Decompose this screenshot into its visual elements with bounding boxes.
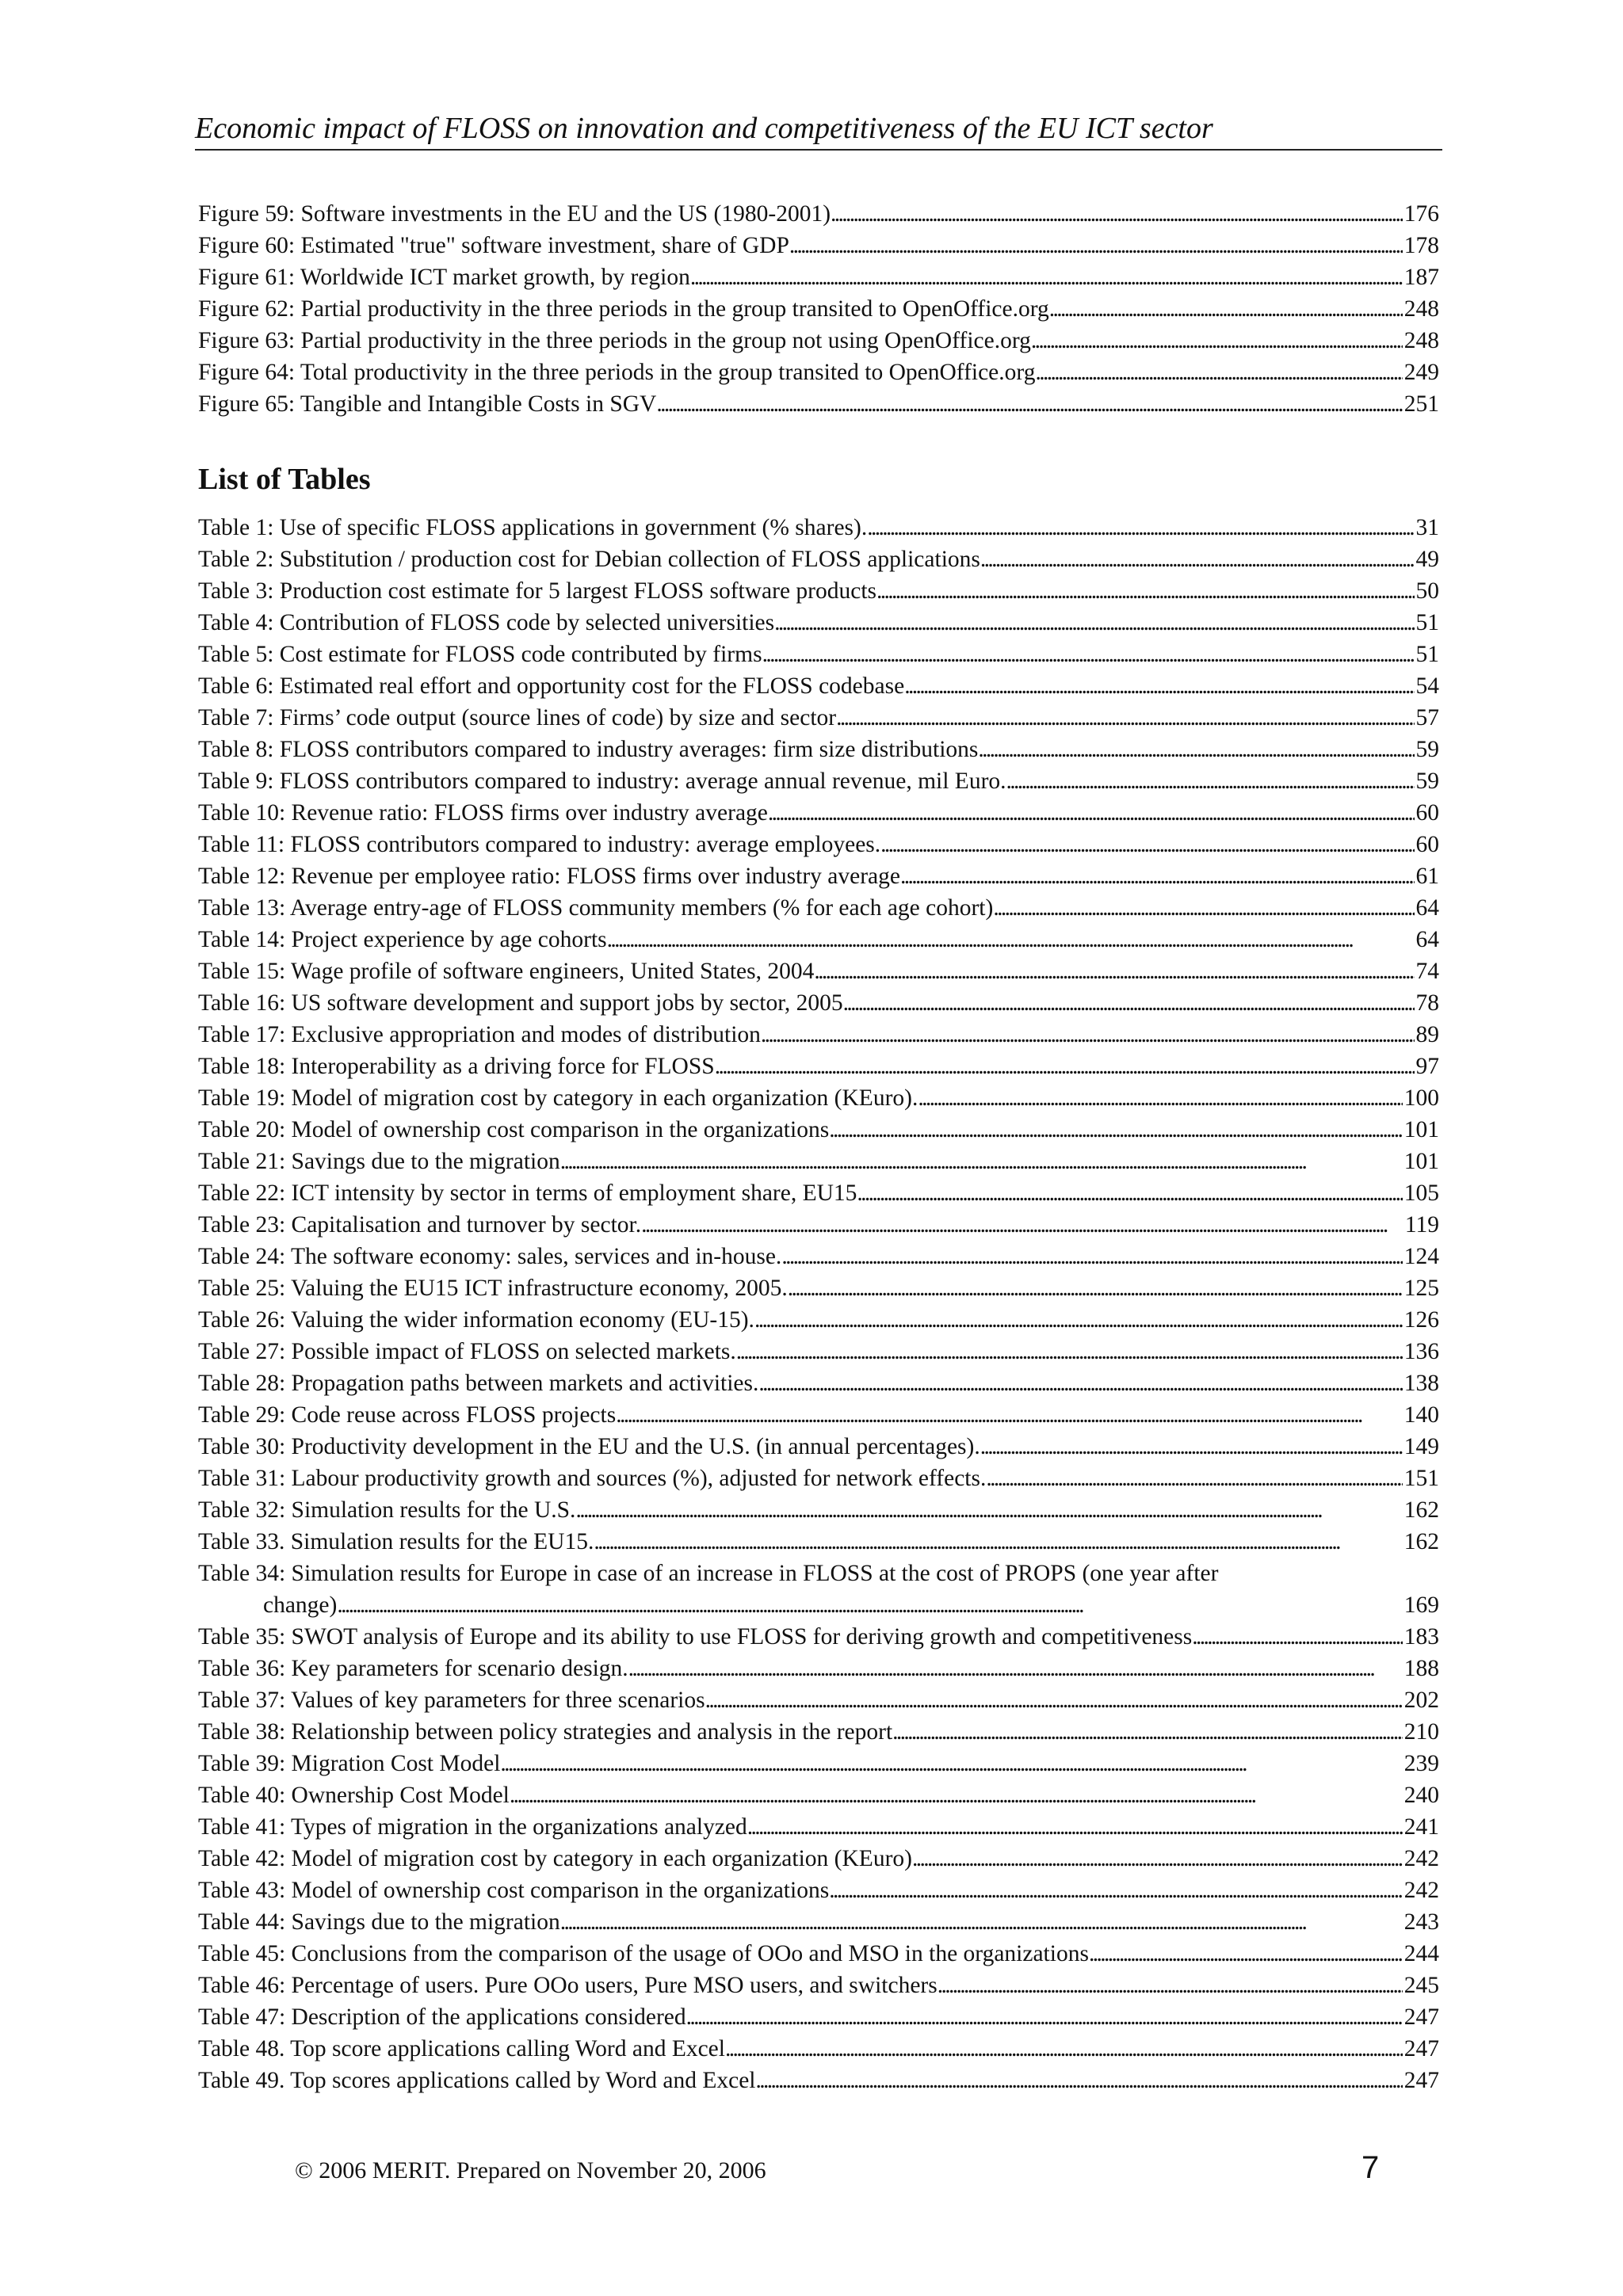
- list-of-tables: [198, 512, 1439, 2096]
- toc-caption: Table 8: FLOSS contributors compared to industry averages: firm size distributions: [198, 737, 979, 762]
- toc-caption: Table 16: US software development and support jobs by sector, 2005: [198, 990, 843, 1016]
- toc-caption: Figure 63: Partial productivity in the three periods in the group not using OpenOffice.org: [198, 328, 1031, 353]
- table-entry[interactable]: [198, 1653, 1439, 1684]
- toc-page-number: 241: [1403, 1814, 1439, 1840]
- toc-page-number: 240: [1403, 1783, 1439, 1808]
- toc-page-number: 89: [1415, 1022, 1439, 1047]
- toc-caption: Table 39: Migration Cost Model: [198, 1751, 501, 1776]
- toc-caption: Figure 62: Partial productivity in the three periods in the group transited to OpenOffice.org: [198, 296, 1049, 322]
- dot-leader: [843, 987, 1415, 1019]
- toc-page-number: 125: [1403, 1276, 1439, 1301]
- toc-caption: Table 7: Firms’ code output (source lines of code) by size and sector: [198, 705, 837, 730]
- toc-page-number: 202: [1403, 1688, 1439, 1713]
- table-entry[interactable]: [198, 1494, 1439, 1526]
- toc-page-number: 151: [1403, 1466, 1439, 1491]
- toc-page-number: 31: [1415, 515, 1439, 540]
- toc-caption: Table 44: Savings due to the migration: [198, 1909, 560, 1935]
- table-entry[interactable]: [198, 1431, 1439, 1463]
- dot-leader: [725, 2033, 1403, 2065]
- toc-caption: Table 36: Key parameters for scenario design.: [198, 1656, 628, 1681]
- toc-caption: Table 25: Valuing the EU15 ICT infrastructure economy, 2005.: [198, 1276, 788, 1301]
- table-entry[interactable]: [198, 1177, 1439, 1209]
- toc-caption: Table 27: Possible impact of FLOSS on selected markets.: [198, 1339, 736, 1364]
- dot-leader: [607, 924, 1415, 955]
- figure-entry[interactable]: [198, 325, 1439, 357]
- toc-caption: Table 45: Conclusions from the comparison of the usage of OOo and MSO in the organizations: [198, 1941, 1089, 1966]
- toc-page-number: 74: [1415, 959, 1439, 984]
- dot-leader: [1089, 1938, 1403, 1970]
- toc-caption: Figure 65: Tangible and Intangible Costs in SGV: [198, 391, 657, 417]
- toc-caption: Table 33. Simulation results for the EU15.: [198, 1529, 594, 1554]
- toc-caption: Table 6: Estimated real effort and opportunity cost for the FLOSS codebase: [198, 673, 905, 699]
- toc-page-number: 105: [1403, 1180, 1439, 1206]
- table-entry[interactable]: [198, 765, 1439, 797]
- toc-page-number: 187: [1403, 265, 1439, 290]
- toc-page-number: 248: [1403, 296, 1439, 322]
- toc-caption: Figure 60: Estimated "true" software investment, share of GDP: [198, 233, 789, 258]
- figure-entry[interactable]: [198, 261, 1439, 293]
- table-entry[interactable]: [198, 702, 1439, 734]
- dot-leader: [829, 1875, 1403, 1906]
- figure-entry[interactable]: [198, 388, 1439, 420]
- toc-caption: Table 40: Ownership Cost Model: [198, 1783, 510, 1808]
- figure-entry[interactable]: [198, 230, 1439, 261]
- toc-page-number: 100: [1403, 1085, 1439, 1111]
- table-entry[interactable]: [198, 543, 1439, 575]
- toc-caption: Table 10: Revenue ratio: FLOSS firms over industry average: [198, 800, 768, 826]
- dot-leader: [781, 1241, 1402, 1272]
- table-entry[interactable]: [198, 924, 1439, 955]
- dot-leader: [755, 2065, 1402, 2096]
- toc-caption: Table 29: Code reuse across FLOSS projects: [198, 1402, 617, 1428]
- dot-leader: [690, 261, 1403, 293]
- toc-page-number: 210: [1403, 1719, 1439, 1745]
- toc-page-number: 140: [1403, 1402, 1439, 1428]
- dot-leader: [900, 860, 1415, 892]
- dot-leader: [656, 388, 1402, 420]
- toc-caption: Table 35: SWOT analysis of Europe and its ability to use FLOSS for deriving growth and competitiveness: [198, 1624, 1193, 1650]
- toc-page-number: 60: [1415, 832, 1439, 857]
- table-entry[interactable]: [198, 1811, 1439, 1843]
- figure-entry[interactable]: [198, 198, 1439, 230]
- toc-page-number: 247: [1403, 2036, 1439, 2061]
- section-title-list-of-tables: List of Tables: [198, 463, 371, 496]
- toc-caption: Table 31: Labour productivity growth and sources (%), adjusted for network effects.: [198, 1466, 987, 1491]
- toc-caption: Table 1: Use of specific FLOSS applications in government (% shares).: [198, 515, 868, 540]
- dot-leader: [857, 1177, 1402, 1209]
- dot-leader: [628, 1653, 1403, 1684]
- toc-caption: Table 22: ICT intensity by sector in terms of employment share, EU15: [198, 1180, 857, 1206]
- table-entry[interactable]: [198, 892, 1439, 924]
- toc-page-number: 178: [1403, 233, 1439, 258]
- dot-leader: [510, 1779, 1403, 1811]
- table-entry[interactable]: [198, 575, 1439, 607]
- table-entry[interactable]: [198, 1019, 1439, 1051]
- toc-caption: Table 5: Cost estimate for FLOSS code contributed by firms: [198, 642, 762, 667]
- dot-leader: [560, 1146, 1403, 1177]
- dot-leader: [876, 575, 1414, 607]
- toc-caption: Table 37: Values of key parameters for three scenarios: [198, 1688, 705, 1713]
- toc-caption: Table 42: Model of migration cost by category in each organization (KEuro): [198, 1846, 912, 1871]
- dot-leader: [616, 1399, 1403, 1431]
- table-entry[interactable]: [198, 1716, 1439, 1748]
- dot-leader: [993, 892, 1414, 924]
- toc-caption: Table 49. Top scores applications called by Word and Excel: [198, 2068, 756, 2093]
- dot-leader: [814, 955, 1414, 987]
- toc-page-number: 247: [1403, 2004, 1439, 2030]
- toc-caption: Table 41: Types of migration in the organizations analyzed: [198, 1814, 747, 1840]
- table-entry[interactable]: [198, 1304, 1439, 1336]
- toc-page-number: 101: [1403, 1117, 1439, 1142]
- toc-page-number: 101: [1403, 1149, 1439, 1174]
- toc-caption: Table 15: Wage profile of software engineers, United States, 2004: [198, 959, 815, 984]
- dot-leader: [836, 702, 1414, 734]
- dot-leader: [705, 1684, 1403, 1716]
- toc-caption: Table 3: Production cost estimate for 5 largest FLOSS software products: [198, 578, 877, 604]
- dot-leader: [867, 512, 1414, 543]
- toc-caption: Table 2: Substitution / production cost for Debian collection of FLOSS applications: [198, 547, 980, 572]
- table-entry[interactable]: [198, 955, 1439, 987]
- table-entry[interactable]: [198, 1336, 1439, 1367]
- dot-leader: [560, 1906, 1403, 1938]
- toc-page-number: 51: [1415, 642, 1439, 667]
- toc-caption: Table 11: FLOSS contributors compared to industry: average employees.: [198, 832, 881, 857]
- table-entry[interactable]: [198, 1146, 1439, 1177]
- toc-caption: Figure 61: Worldwide ICT market growth, by region: [198, 265, 690, 290]
- toc-caption: Table 30: Productivity development in the EU and the U.S. (in annual percentages).: [198, 1434, 980, 1459]
- dot-leader: [986, 1463, 1402, 1494]
- dot-leader: [500, 1748, 1402, 1779]
- table-entry[interactable]: [198, 2033, 1439, 2065]
- dot-leader: [768, 797, 1415, 829]
- toc-caption-continuation: change): [263, 1592, 338, 1618]
- table-entry[interactable]: [198, 829, 1439, 860]
- table-entry[interactable]: [198, 734, 1439, 765]
- table-entry[interactable]: [198, 1748, 1439, 1779]
- toc-page-number: 59: [1415, 737, 1439, 762]
- table-entry[interactable]: [198, 1906, 1439, 1938]
- dot-leader: [762, 639, 1415, 670]
- toc-page-number: 188: [1403, 1656, 1439, 1681]
- toc-caption: Table 4: Contribution of FLOSS code by selected universities: [198, 610, 775, 635]
- toc-caption: Table 32: Simulation results for the U.S.: [198, 1497, 576, 1523]
- dot-leader: [912, 1843, 1403, 1875]
- table-entry[interactable]: [198, 987, 1439, 1019]
- table-entry[interactable]: [198, 1082, 1439, 1114]
- table-entry[interactable]: [198, 1558, 1439, 1621]
- toc-page-number: 57: [1415, 705, 1439, 730]
- table-entry[interactable]: [198, 1051, 1439, 1082]
- toc-caption: Table 14: Project experience by age cohorts: [198, 927, 607, 952]
- toc-caption: Table 12: Revenue per employee ratio: FLOSS firms over industry average: [198, 864, 900, 889]
- toc-caption: Figure 59: Software investments in the EU and the US (1980-2001): [198, 201, 831, 227]
- toc-page-number: 78: [1415, 990, 1439, 1016]
- dot-leader: [594, 1526, 1402, 1558]
- dot-leader: [747, 1811, 1403, 1843]
- dot-leader: [980, 1431, 1403, 1463]
- toc-caption: Table 17: Exclusive appropriation and modes of distribution: [198, 1022, 761, 1047]
- table-entry[interactable]: [198, 1938, 1439, 1970]
- dot-leader: [337, 1589, 1402, 1621]
- toc-page-number: 243: [1403, 1909, 1439, 1935]
- dot-leader: [1006, 765, 1415, 797]
- dot-leader: [1192, 1621, 1403, 1653]
- table-entry[interactable]: [198, 1399, 1439, 1431]
- toc-caption: Table 13: Average entry-age of FLOSS community members (% for each age cohort): [198, 895, 994, 921]
- dot-leader: [715, 1051, 1415, 1082]
- dot-leader: [761, 1019, 1415, 1051]
- dot-leader: [1049, 293, 1403, 325]
- toc-page-number: 124: [1403, 1244, 1439, 1269]
- table-entry[interactable]: [198, 2065, 1439, 2096]
- dot-leader: [1031, 325, 1403, 357]
- toc-caption: Table 19: Model of migration cost by category in each organization (KEuro).: [198, 1085, 918, 1111]
- table-entry[interactable]: [198, 1114, 1439, 1146]
- toc-page-number: 49: [1415, 547, 1439, 572]
- figure-entry[interactable]: [198, 357, 1439, 388]
- toc-caption: Table 34: Simulation results for Europe in case of an increase in FLOSS at the cost of PROPS (one year after: [198, 1561, 1219, 1586]
- dot-leader: [880, 829, 1414, 860]
- dot-leader: [918, 1082, 1402, 1114]
- list-of-figures: [198, 198, 1439, 420]
- toc-page-number: 149: [1403, 1434, 1439, 1459]
- toc-caption: Table 20: Model of ownership cost comparison in the organizations: [198, 1117, 830, 1142]
- dot-leader: [641, 1209, 1403, 1241]
- toc-caption: Table 9: FLOSS contributors compared to industry: average annual revenue, mil Euro.: [198, 769, 1006, 794]
- toc-page-number: 119: [1404, 1212, 1439, 1238]
- toc-page-number: 242: [1403, 1846, 1439, 1871]
- toc-page-number: 50: [1415, 578, 1439, 604]
- toc-page-number: 183: [1403, 1624, 1439, 1650]
- table-entry[interactable]: [198, 1526, 1439, 1558]
- toc-page-number: 138: [1403, 1371, 1439, 1396]
- toc-caption: Table 48. Top score applications calling Word and Excel: [198, 2036, 725, 2061]
- toc-page-number: 242: [1403, 1878, 1439, 1903]
- dot-leader: [1035, 357, 1402, 388]
- toc-caption: Table 21: Savings due to the migration: [198, 1149, 560, 1174]
- toc-caption: Table 47: Description of the applications considered: [198, 2004, 686, 2030]
- footer-page-number: 7: [1361, 2150, 1380, 2185]
- toc-page-number: 169: [1403, 1592, 1439, 1618]
- toc-page-number: 162: [1403, 1529, 1439, 1554]
- toc-page-number: 239: [1403, 1751, 1439, 1776]
- table-entry[interactable]: [198, 512, 1439, 543]
- table-entry[interactable]: [198, 1272, 1439, 1304]
- dot-leader: [774, 607, 1414, 639]
- toc-caption: Table 38: Relationship between policy strategies and analysis in the report: [198, 1719, 893, 1745]
- table-entry[interactable]: [198, 1241, 1439, 1272]
- toc-page-number: 61: [1415, 864, 1439, 889]
- toc-caption: Table 24: The software economy: sales, services and in-house.: [198, 1244, 782, 1269]
- table-entry[interactable]: [198, 639, 1439, 670]
- dot-leader: [978, 734, 1414, 765]
- dot-leader: [736, 1336, 1403, 1367]
- toc-page-number: 64: [1415, 895, 1439, 921]
- toc-page-number: 162: [1403, 1497, 1439, 1523]
- toc-caption: Figure 64: Total productivity in the three periods in the group transited to OpenOffice.org: [198, 360, 1036, 385]
- toc-page-number: 136: [1403, 1339, 1439, 1364]
- table-entry[interactable]: [198, 1209, 1439, 1241]
- toc-page-number: 59: [1415, 769, 1439, 794]
- table-entry[interactable]: [198, 860, 1439, 892]
- dot-leader: [831, 198, 1403, 230]
- toc-caption: Table 23: Capitalisation and turnover by sector.: [198, 1212, 642, 1238]
- dot-leader: [575, 1494, 1402, 1526]
- toc-page-number: 248: [1403, 328, 1439, 353]
- toc-page-number: 251: [1403, 391, 1439, 417]
- table-entry[interactable]: [198, 797, 1439, 829]
- toc-page-number: 51: [1415, 610, 1439, 635]
- toc-page-number: 249: [1403, 360, 1439, 385]
- toc-caption: Table 26: Valuing the wider information economy (EU-15).: [198, 1307, 754, 1333]
- table-entry[interactable]: [198, 1621, 1439, 1653]
- table-entry[interactable]: [198, 1875, 1439, 1906]
- toc-caption: Table 46: Percentage of users. Pure OOo users, Pure MSO users, and switchers: [198, 1973, 938, 1998]
- dot-leader: [789, 230, 1403, 261]
- dot-leader: [938, 1970, 1403, 2001]
- footer-copyright: © 2006 MERIT. Prepared on November 20, 2006: [295, 2157, 766, 2183]
- toc-caption: Table 28: Propagation paths between markets and activities.: [198, 1371, 759, 1396]
- dot-leader: [788, 1272, 1403, 1304]
- toc-page-number: 244: [1403, 1941, 1439, 1966]
- toc-caption: Table 43: Model of ownership cost comparison in the organizations: [198, 1878, 830, 1903]
- dot-leader: [904, 670, 1414, 702]
- table-entry[interactable]: [198, 1463, 1439, 1494]
- figure-entry[interactable]: [198, 293, 1439, 325]
- table-entry[interactable]: [198, 1970, 1439, 2001]
- running-header: Economic impact of FLOSS on innovation and competitiveness of the EU ICT sector: [195, 112, 1213, 145]
- table-entry[interactable]: [198, 607, 1439, 639]
- dot-leader: [892, 1716, 1403, 1748]
- toc-page-number: 64: [1415, 927, 1439, 952]
- toc-page-number: 245: [1403, 1973, 1439, 1998]
- table-entry[interactable]: [198, 670, 1439, 702]
- toc-page-number: 60: [1415, 800, 1439, 826]
- table-entry[interactable]: [198, 1843, 1439, 1875]
- table-entry[interactable]: [198, 1684, 1439, 1716]
- dot-leader: [686, 2001, 1403, 2033]
- dot-leader: [980, 543, 1415, 575]
- toc-page-number: 126: [1403, 1307, 1439, 1333]
- table-entry[interactable]: [198, 1779, 1439, 1811]
- toc-page-number: 247: [1403, 2068, 1439, 2093]
- dot-leader: [829, 1114, 1403, 1146]
- toc-page-number: 176: [1403, 201, 1439, 227]
- table-entry[interactable]: [198, 2001, 1439, 2033]
- dot-leader: [754, 1304, 1403, 1336]
- toc-page-number: 97: [1415, 1054, 1439, 1079]
- toc-page-number: 54: [1415, 673, 1439, 699]
- header-rule: [195, 149, 1442, 151]
- table-entry[interactable]: [198, 1367, 1439, 1399]
- toc-caption: Table 18: Interoperability as a driving force for FLOSS: [198, 1054, 715, 1079]
- dot-leader: [758, 1367, 1402, 1399]
